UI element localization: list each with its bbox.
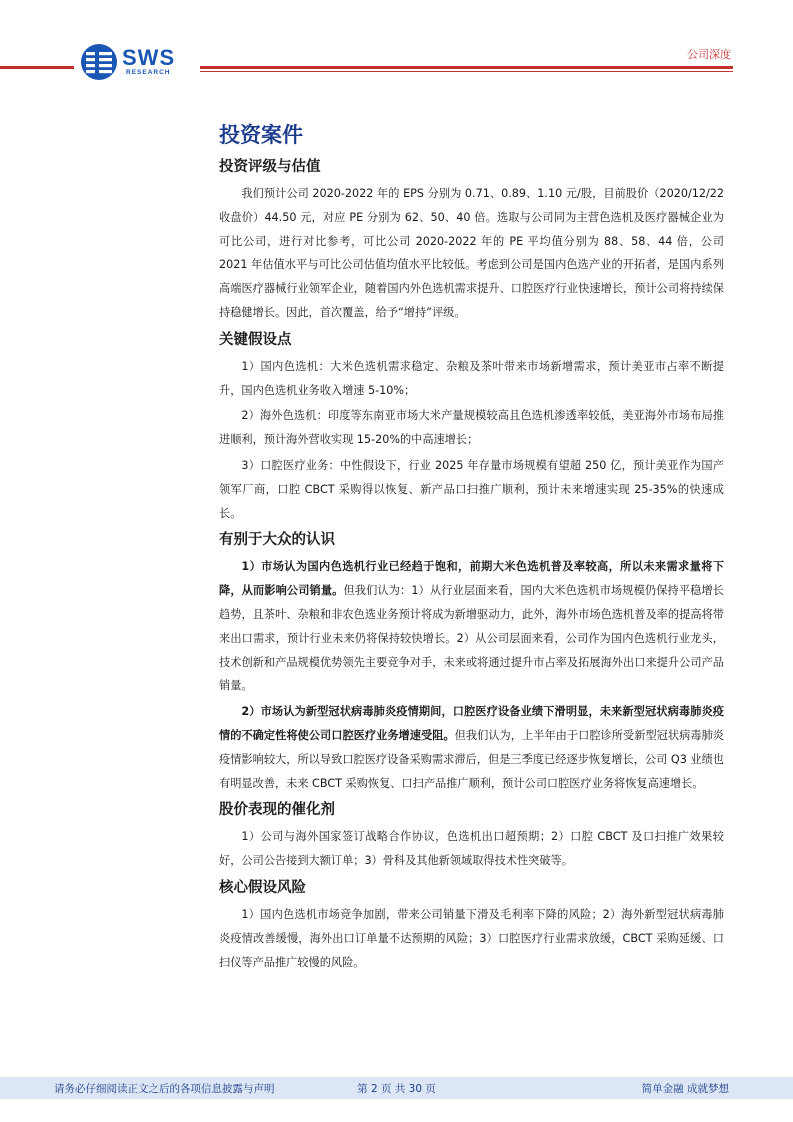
paragraph: 我们预计公司 2020-2022 年的 EPS 分别为 0.71、0.89、1.10 元/股，目前股价（2020/12/22 收盘价）44.50 元，对应 PE 分别为 62、50、40 倍。选取与公司同为主营色选机及医疗器械企业为可比公司，进行对比参考，可比公司 2020-2022 年的 PE 平均值分别为 88、58、44 倍，公司 2021 年估值水平与可比公司估值均值水平比较低。考虑到公司是国内色选产业的开拓者，是国内系列高端医疗器械行业领军企业，随着国内外色选机需求提升、口腔医疗行业快速增长，预计公司将持续保持稳健增长。因此，首次覆盖，给予“增持”评级。 xyxy=(219,187,724,319)
paragraph xyxy=(219,700,724,795)
section-catalysts xyxy=(219,798,724,873)
section-valuation xyxy=(219,155,724,325)
paragraph-text: 但我们认为，上半年由于口腔诊所受新型冠状病毒肺炎疫情影响较大，所以导致口腔医疗设备采购需求滞后，但是三季度已经逐步恢复增长，公司 Q3 业绩也有明显改善，未来 CBCT 采购恢复、口扫产品推广顺利，预计公司口腔医疗业务将恢复高速增长。 xyxy=(219,728,724,790)
report-type-label: 公司深度 xyxy=(687,48,731,61)
page-number: 第 2 页 共 30 页 xyxy=(357,1083,436,1095)
paragraph: 1）国内色选机市场竞争加剧，带来公司销量下滑及毛利率下降的风险；2）海外新型冠状病毒肺炎疫情改善缓慢，海外出口订单量不达预期的风险；3）口腔医疗行业需求放缓，CBCT 采购延缓、口扫仪等产品推广较慢的风险。 xyxy=(219,907,724,969)
section-title: 关键假设点 xyxy=(219,331,292,348)
paragraph: 2）海外色选机：印度等东南亚市场大米产量规模较高且色选机渗透率较低，美亚海外市场布局推进顺利，预计海外营收实现 15-20%的中高速增长； xyxy=(219,409,724,447)
logo-subtext: RESEARCH xyxy=(126,69,171,76)
bold-claim: 1）市场认为国内色选机行业已经趋于饱和，前期大米色选机普及率较高，所以未来需求量将下降，从而影响公司销量。 xyxy=(219,560,724,598)
paragraph-text: 但我们认为：1）从行业层面来看，国内大米色选机市场规模仍保持平稳增长趋势，且茶叶、杂粮和非农色选业务预计将成为新增驱动力，此外，海外市场色选机普及率的提高将带来出口需求，预计行业未来仍将保持较快增长。2）从公司层面来看，公司作为国内色选机行业龙头，技术创新和产品规模优势领先主要竞争对手，未来或将通过提升市占率及拓展海外出口来提升公司产品销量。 xyxy=(219,584,724,693)
sws-logo-icon xyxy=(80,43,118,81)
header-rule-thin xyxy=(200,71,733,72)
paragraph: 1）公司与海外国家签订战略合作协议，色选机出口超预期；2）口腔 CBCT 及口扫推广效果较好，公司公告接到大额订单；3）骨科及其他新领域取得技术性突破等。 xyxy=(219,830,724,868)
section-risks xyxy=(219,876,724,974)
footer-disclaimer: 请务必仔细阅读正文之后的各项信息披露与声明 xyxy=(54,1083,275,1095)
footer-slogan: 简单金融 成就梦想 xyxy=(641,1083,729,1095)
header-rule-left xyxy=(0,66,74,69)
logo-text: SWS xyxy=(122,45,176,70)
report-content xyxy=(219,118,724,976)
page-title: 投资案件 xyxy=(219,123,303,147)
section-title: 股价表现的催化剂 xyxy=(219,802,335,819)
paragraph xyxy=(219,555,724,698)
paragraph: 1）国内色选机：大米色选机需求稳定、杂粮及茶叶带来市场新增需求，预计美亚市占率不断提升，国内色选机业务收入增速 5-10%； xyxy=(219,359,724,397)
sws-logo xyxy=(80,43,190,81)
section-key-assumptions xyxy=(219,328,724,526)
section-differing-view xyxy=(219,528,724,795)
section-title: 有别于大众的认识 xyxy=(219,532,335,549)
header-rule-right xyxy=(200,66,733,69)
paragraph: 3）口腔医疗业务：中性假设下，行业 2025 年存量市场规模有望超 250 亿，预计美亚作为国产领军厂商，口腔 CBCT 采购得以恢复、新产品口扫推广顺利，预计未来增速实现 25-35%的快速成长。 xyxy=(219,458,724,520)
section-title: 投资评级与估值 xyxy=(219,159,321,175)
section-title: 核心假设风险 xyxy=(219,879,306,896)
bold-claim: 2）市场认为新型冠状病毒肺炎疫情期间，口腔医疗设备业绩下滑明显，未来新型冠状病毒肺炎疫情的不确定性将使公司口腔医疗业务增速受阻。 xyxy=(219,705,724,742)
